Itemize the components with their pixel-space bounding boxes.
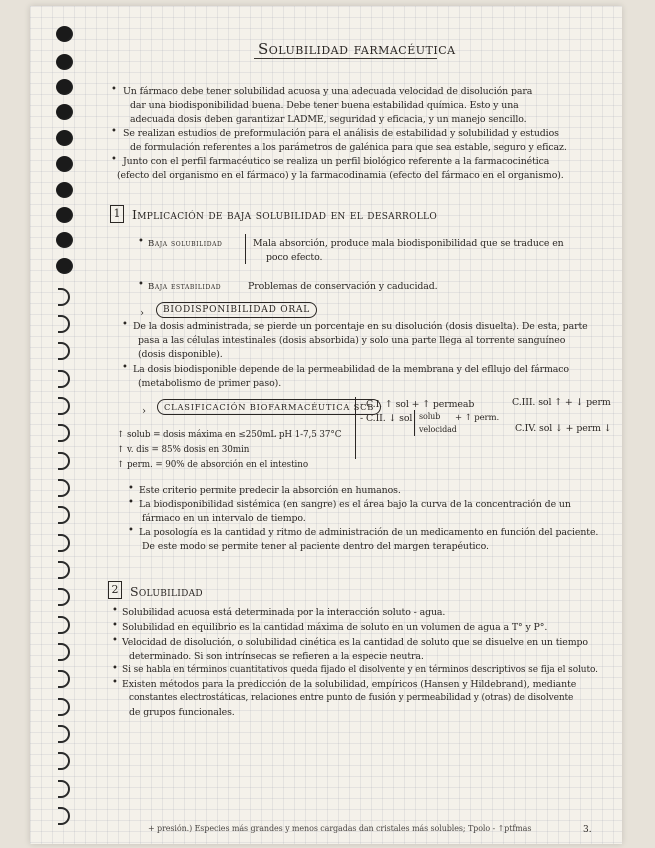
binder-hole <box>56 26 73 42</box>
binder-hole <box>56 130 73 146</box>
class-brace <box>414 410 415 436</box>
clasificacion-pill: CLASIFICACIÓN BIOFARMACÉUTICA SCB <box>157 399 381 415</box>
after-line: fármaco en un intervalo de tiempo. <box>142 513 306 524</box>
bio-line: pasa a las células intestinales (dosis absorbida) y solo una parte llega al torrente sanguíneo <box>138 335 566 346</box>
solubilidad-line: Solubilidad acuosa está determinada por la interacción soluto - agua. <box>122 607 446 618</box>
bullet-dot: • <box>128 497 134 508</box>
solubilidad-line: Velocidad de disolución, o solubilidad cinética es la cantidad de soluto que se disuelve en un tiempo <box>122 637 588 648</box>
binder-hole <box>56 182 73 198</box>
section-number: 2 <box>108 581 122 599</box>
binder-hole <box>56 232 73 248</box>
arrow-marker: › <box>140 308 144 319</box>
page-number: 3. <box>583 825 592 835</box>
solubilidad-line: Si se habla en términos cuantitativos queda fijado el disolvente y en términos descriptivos se fija el soluto. <box>122 665 598 675</box>
solubilidad-line: Solubilidad en equilibrio es la cantidad máxima de soluto en un volumen de agua a T° y P°. <box>122 622 548 633</box>
bullet-dot: • <box>128 525 134 536</box>
bullet-dot: • <box>112 677 118 688</box>
intro-line: Se realizan estudios de preformulación para el análisis de estabilidad y solubilidad y estudios <box>123 128 559 139</box>
classification-divider <box>355 397 356 459</box>
bullet-dot: • <box>112 620 118 631</box>
bullet-dot: • <box>111 126 117 137</box>
criteria-line: ↑ v. dis = 85% dosis en 30min <box>117 445 250 455</box>
baja-solubilidad-text: Mala absorción, produce mala biodisponibilidad que se traduce en <box>253 238 564 249</box>
bullet-dot: • <box>112 663 118 674</box>
page-title: Solubilidad farmacéutica <box>258 40 456 58</box>
criteria-line: ↑ perm. = 90% de absorción en el intestino <box>117 460 309 470</box>
solubilidad-line: determinado. Si son intrínsecas se refieren a la especie neutra. <box>129 651 424 662</box>
binder-holes <box>0 0 40 848</box>
intro-line: Un fármaco debe tener solubilidad acuosa y una adecuada velocidad de disolución para <box>123 86 533 97</box>
class-subitem: velocidad <box>419 425 457 434</box>
intro-line: dar una biodisponibilidad buena. Debe tener buena estabilidad química. Esto y una <box>130 100 519 111</box>
bio-line: La dosis biodisponible depende de la permeabilidad de la membrana y del efllujo del fármaco <box>133 364 569 375</box>
title-underline <box>254 58 437 59</box>
intro-line: adecuada dosis deben garantizar LADME, seguridad y eficacia, y un manejo sencillo. <box>130 114 527 125</box>
criteria-line: ↑ solub = dosis máxima en ≤250mL pH 1-7,5 37°C <box>117 430 342 440</box>
brace-line <box>245 234 246 264</box>
baja-estabilidad-label: Baja estabilidad <box>148 282 222 292</box>
section-heading: Solubilidad <box>130 584 203 599</box>
after-line: De este modo se permite tener al paciente dentro del margen terapéutico. <box>142 541 489 552</box>
arrow-marker: › <box>142 406 146 417</box>
bullet-dot: • <box>112 605 118 616</box>
biodisponibilidad-pill: BIODISPONIBILIDAD ORAL <box>156 302 317 318</box>
after-line: La biodisponibilidad sistémica (en sangre) es el área bajo la curva de la concentración de un <box>139 499 571 510</box>
bio-line: (metabolismo de primer paso). <box>138 378 282 389</box>
class-item: - C.II. ↓ sol <box>360 413 413 424</box>
baja-estabilidad-text: Problemas de conservación y caducidad. <box>248 281 438 292</box>
bullet-dot: • <box>138 236 144 247</box>
binder-hole <box>56 258 73 274</box>
baja-solubilidad-label: Baja solubilidad <box>148 239 223 249</box>
bullet-dot: • <box>138 279 144 290</box>
binder-hole <box>56 54 73 70</box>
solubilidad-line: constantes electrostáticas, relaciones entre punto de fusión y permeabilidad y (otras) de disolvente <box>129 693 574 703</box>
after-line: Este criterio permite predecir la absorción en humanos. <box>139 485 401 496</box>
binder-hole <box>56 104 73 120</box>
bullet-dot: • <box>122 319 128 330</box>
section-heading: Implicación de baja solubilidad en el desarrollo <box>132 207 438 222</box>
section-number: 1 <box>110 205 124 223</box>
baja-solubilidad-text: poco efecto. <box>266 252 323 263</box>
bullet-dot: • <box>112 635 118 646</box>
solubilidad-line: Existen métodos para la predicción de la solubilidad, empíricos (Hansen y Hildebrand), mediante <box>122 679 577 690</box>
solubilidad-line: de grupos funcionales. <box>129 707 235 718</box>
bio-line: (dosis disponible). <box>138 349 223 360</box>
class-subitem: solub <box>419 412 441 421</box>
class-item: C.IV. sol ↓ + perm ↓ <box>515 423 612 434</box>
footer-text: + presión.) Especies más grandes y menos cargadas dan cristales más solubles; Tpolo - ↑ptfmas <box>148 824 532 833</box>
bullet-dot: • <box>128 483 134 494</box>
binder-hole <box>56 156 73 172</box>
bullet-dot: • <box>111 154 117 165</box>
intro-line: (efecto del organismo en el fármaco) y la farmacodinamia (efecto del fármaco en el organismo). <box>117 170 564 181</box>
binder-hole <box>56 79 73 95</box>
class-item: - C.I. ↑ sol + ↑ permeab <box>360 399 475 410</box>
bullet-dot: • <box>111 84 117 95</box>
after-line: La posología es la cantidad y ritmo de administración de un medicamento en función del paciente. <box>139 527 599 538</box>
bio-line: De la dosis administrada, se pierde un porcentaje en su disolución (dosis disuelta). De esta, parte <box>133 321 588 332</box>
class-item: + ↑ perm. <box>455 413 500 423</box>
class-item: C.III. sol ↑ + ↓ perm <box>512 397 611 408</box>
intro-line: de formulación referentes a los parámetros de galénica para que sea estable, seguro y eficaz. <box>130 142 567 153</box>
intro-line: Junto con el perfil farmacéutico se realiza un perfil biológico referente a la farmacocinética <box>123 156 550 167</box>
bullet-dot: • <box>122 362 128 373</box>
binder-hole <box>56 207 73 223</box>
